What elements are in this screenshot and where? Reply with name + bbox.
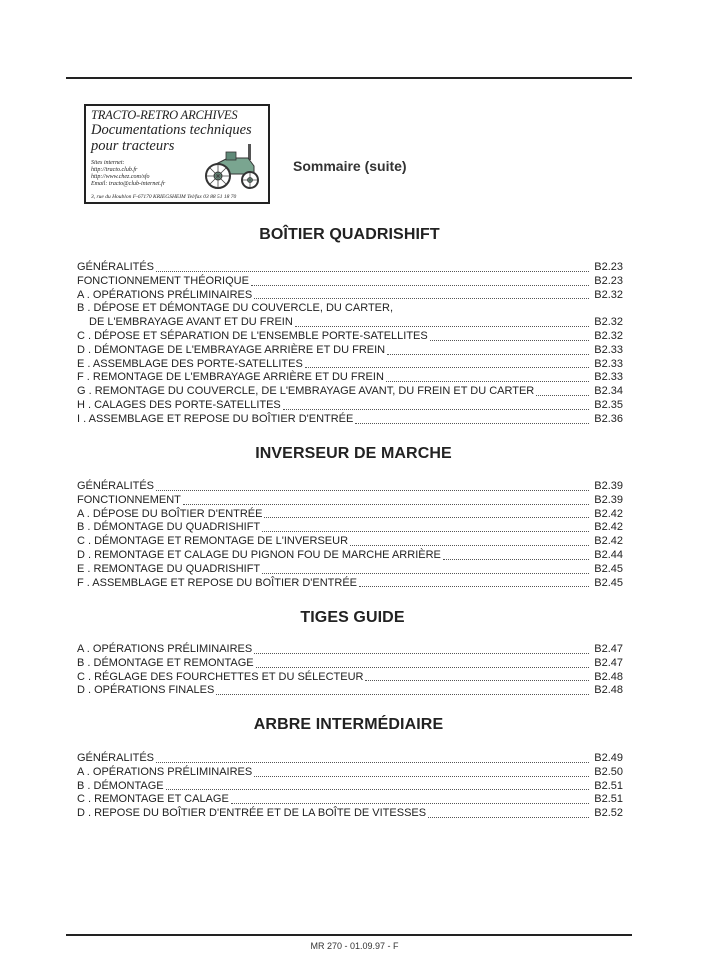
page-ref: B2.44 (594, 548, 623, 561)
dot-leader (156, 489, 589, 491)
toc-section-boitier-quadrishift (77, 261, 623, 427)
dot-leader (386, 380, 589, 382)
section-title-arbre-intermediaire: ARBRE INTERMÉDIAIRE (253, 716, 444, 733)
toc-entry[interactable]: A . OPÉRATIONS PRÉLIMINAIRES B2.50 (77, 765, 623, 778)
dot-leader (156, 270, 589, 272)
top-rule (66, 77, 632, 79)
section-title-boitier-quadrishift: BOÎTIER QUADRISHIFT (259, 226, 440, 243)
dot-leader (536, 394, 589, 396)
dot-leader (254, 775, 589, 777)
logo-subtitle-2: pour tracteurs (91, 138, 175, 154)
page-ref: B2.49 (594, 752, 623, 764)
logo-sites-label: Sites internet: (91, 160, 125, 166)
toc-entry[interactable]: G . REMONTAGE DU COUVERCLE, DE L'EMBRAYAGE AVANT, DU FREIN ET DU CARTER B2.34 (77, 385, 623, 398)
toc-entry[interactable]: D . OPÉRATIONS FINALES B2.48 (77, 684, 623, 697)
toc-entry[interactable]: C . RÉGLAGE DES FOURCHETTES ET DU SÉLECTEUR B2.48 (77, 670, 623, 683)
page-footer: MR 270 - 01.09.97 - F (310, 941, 399, 951)
dot-leader (443, 558, 589, 560)
logo-address: 3, rue du Houblon F-67170 KRIEGSHEIM Tel/fax 03 88 51 18 70 (91, 194, 237, 200)
page-ref: B2.35 (594, 398, 623, 411)
page-ref: B2.39 (594, 493, 623, 506)
toc-entry-continuation[interactable]: DE L'EMBRAYAGE AVANT ET DU FREIN B2.32 (89, 316, 623, 329)
dot-leader (216, 693, 589, 695)
dot-leader (365, 679, 589, 681)
section-title-tiges-guide: TIGES GUIDE (300, 609, 405, 626)
page-ref: B2.33 (594, 371, 623, 384)
logo-site-1: http://tracto.club.fr (91, 167, 138, 173)
toc-entry[interactable]: FONCTIONNEMENT THÉORIQUE B2.23 (77, 274, 623, 287)
page-ref: B2.51 (594, 793, 623, 806)
page-ref: B2.52 (594, 807, 623, 820)
page-ref: B2.23 (594, 274, 623, 287)
dot-leader (355, 422, 589, 424)
toc-entry[interactable]: GÉNÉRALITÉS B2.39 (77, 480, 623, 492)
toc-section-arbre-intermediaire (77, 752, 623, 821)
toc-entry[interactable]: D . REPOSE DU BOÎTIER D'ENTRÉE ET DE LA BOÎTE DE VITESSES B2.52 (77, 807, 623, 820)
toc-entry[interactable]: H . CALAGES DES PORTE-SATELLITES B2.35 (77, 398, 623, 411)
toc-entry[interactable]: A . OPÉRATIONS PRÉLIMINAIRES B2.32 (77, 288, 623, 301)
toc-entry[interactable]: B . DÉMONTAGE ET REMONTAGE B2.47 (77, 656, 623, 669)
dot-leader (256, 666, 589, 668)
dot-leader (430, 339, 589, 341)
page-ref: B2.47 (594, 656, 623, 669)
logo-site-2: http://www.chez.com/sfo (91, 174, 150, 180)
logo-title: TRACTO-RETRO ARCHIVES (91, 108, 238, 122)
toc-entry[interactable]: C . DÉMONTAGE ET REMONTAGE DE L'INVERSEUR B2.42 (77, 535, 623, 548)
page-ref: B2.23 (594, 261, 623, 273)
page-ref: B2.32 (594, 329, 623, 342)
toc-entry[interactable]: A . DÉPOSE DU BOÎTIER D'ENTRÉE B2.42 (77, 507, 623, 520)
logo-email: Email: tracto@club-internet.fr (91, 181, 166, 187)
logo-subtitle-1: Documentations techniques (91, 122, 252, 138)
tractor-icon (198, 144, 262, 190)
page-ref: B2.36 (594, 412, 623, 425)
toc-entry[interactable]: F . REMONTAGE DE L'EMBRAYAGE ARRIÈRE ET DU FREIN B2.33 (77, 371, 623, 384)
page-ref: B2.33 (594, 343, 623, 356)
page-ref: B2.39 (594, 480, 623, 492)
page-ref: B2.34 (594, 385, 623, 398)
bottom-rule (66, 934, 632, 936)
page-ref: B2.48 (594, 684, 623, 697)
page-ref: B2.42 (594, 507, 623, 520)
page-ref: B2.45 (594, 562, 623, 575)
toc-entry[interactable]: FONCTIONNEMENT B2.39 (77, 493, 623, 506)
dot-leader (295, 325, 589, 327)
toc-entry[interactable]: D . DÉMONTAGE DE L'EMBRAYAGE ARRIÈRE ET DU FREIN B2.33 (77, 343, 623, 356)
toc-entry[interactable]: E . ASSEMBLAGE DES PORTE-SATELLITES B2.33 (77, 357, 623, 370)
toc-entry[interactable]: I . ASSEMBLAGE ET REPOSE DU BOÎTIER D'ENTRÉE B2.36 (77, 412, 623, 425)
page-ref: B2.47 (594, 643, 623, 655)
toc-entry[interactable]: C . DÉPOSE ET SÉPARATION DE L'ENSEMBLE PORTE-SATELLITES B2.32 (77, 329, 623, 342)
dot-leader (350, 544, 589, 546)
dot-leader (283, 408, 589, 410)
section-title-inverseur-de-marche: INVERSEUR DE MARCHE (255, 445, 452, 462)
dot-leader (183, 503, 589, 505)
toc-entry[interactable]: C . REMONTAGE ET CALAGE B2.51 (77, 793, 623, 806)
toc-entry[interactable]: GÉNÉRALITÉS B2.49 (77, 752, 623, 764)
toc-section-inverseur-de-marche (77, 480, 623, 590)
toc-entry[interactable]: A . OPÉRATIONS PRÉLIMINAIRES B2.47 (77, 643, 623, 655)
dot-leader (166, 788, 589, 790)
page-ref: B2.42 (594, 521, 623, 534)
page-ref: B2.51 (594, 779, 623, 792)
toc-entry[interactable]: B . DÉPOSE ET DÉMONTAGE DU COUVERCLE, DU CARTER, (77, 302, 623, 316)
page-ref: B2.33 (594, 357, 623, 370)
toc-entry[interactable]: F . ASSEMBLAGE ET REPOSE DU BOÎTIER D'ENTRÉE B2.45 (77, 576, 623, 589)
toc-entry[interactable]: B . DÉMONTAGE B2.51 (77, 779, 623, 792)
page-ref: B2.45 (594, 576, 623, 589)
dot-leader (387, 353, 589, 355)
dot-leader (359, 585, 589, 587)
dot-leader (251, 284, 589, 286)
toc-entry[interactable]: D . REMONTAGE ET CALAGE DU PIGNON FOU DE MARCHE ARRIÈRE B2.44 (77, 548, 623, 561)
toc-entry[interactable]: GÉNÉRALITÉS B2.23 (77, 261, 623, 273)
dot-leader (156, 761, 589, 763)
page-ref: B2.42 (594, 535, 623, 548)
page-ref: B2.32 (594, 316, 623, 329)
page-ref: B2.48 (594, 670, 623, 683)
dot-leader (254, 297, 589, 299)
dot-leader (231, 802, 589, 804)
dot-leader (262, 530, 589, 532)
toc-entry[interactable]: B . DÉMONTAGE DU QUADRISHIFT B2.42 (77, 521, 623, 534)
dot-leader (395, 312, 622, 313)
dot-leader (428, 816, 589, 818)
page-heading: Sommaire (suite) (293, 158, 407, 174)
toc-entry[interactable]: E . REMONTAGE DU QUADRISHIFT B2.45 (77, 562, 623, 575)
dot-leader (264, 516, 589, 518)
dot-leader (254, 652, 589, 654)
page-ref: B2.50 (594, 765, 623, 778)
dot-leader (262, 572, 589, 574)
dot-leader (305, 366, 589, 368)
page-ref: B2.32 (594, 288, 623, 301)
toc-section-tiges-guide (77, 643, 623, 698)
tracto-retro-logo (84, 104, 270, 204)
